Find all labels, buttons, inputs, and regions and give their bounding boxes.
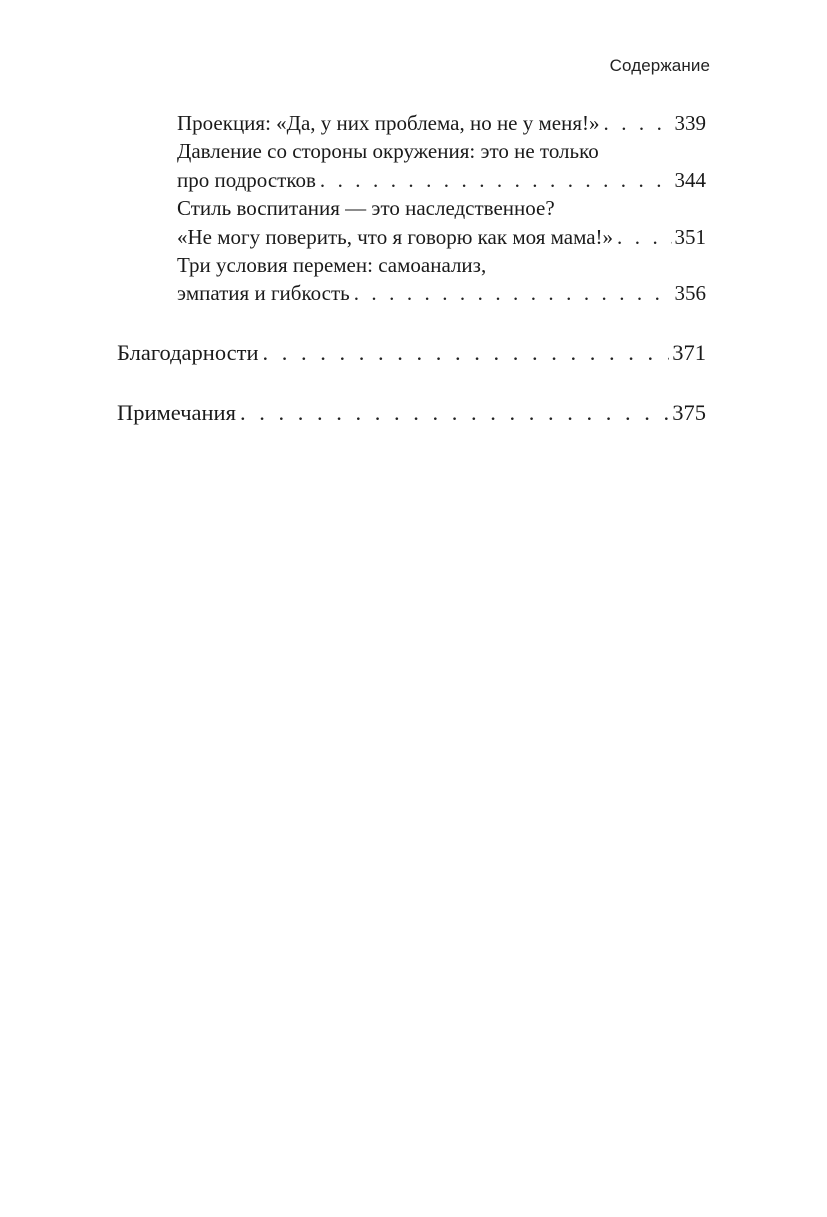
toc-entry-title: Три условия перемен: самоанализ, [177, 253, 487, 278]
toc-page-number: 371 [672, 340, 706, 365]
toc-entry-three-conditions[interactable] [177, 251, 706, 308]
toc-page-number: 344 [674, 167, 706, 192]
toc-entry-line [177, 223, 706, 251]
dot-leader [320, 166, 672, 194]
toc-entry-title: Проекция: «Да, у них проблема, но не у меня!» [177, 111, 600, 135]
dot-leader [240, 398, 669, 428]
toc-entry-parenting-style[interactable] [177, 194, 706, 251]
toc-entry-line [177, 279, 706, 307]
toc-entry-notes[interactable] [117, 398, 706, 428]
toc-entry-title: Стиль воспитания — это наследственное? [177, 196, 555, 221]
running-header: Содержание [609, 56, 710, 75]
toc-section-title: Примечания [117, 400, 236, 425]
toc-entry-title: Давление со стороны окружения: это не только [177, 139, 599, 164]
toc-section-title: Благодарности [117, 340, 259, 365]
toc-page-number: 356 [674, 281, 706, 306]
toc-entry-line [177, 109, 706, 137]
toc-entry-line [117, 338, 706, 368]
toc-entry-projection[interactable] [177, 109, 706, 137]
dot-leader [263, 338, 670, 368]
dot-leader [354, 279, 672, 307]
toc-entry-title-continued: «Не могу поверить, что я говорю как моя мама!» [177, 224, 614, 249]
toc-entry-line [177, 166, 706, 194]
subsection-list [177, 109, 706, 308]
toc-page-number: 339 [674, 111, 706, 135]
toc-page-number: 375 [672, 400, 706, 425]
toc-entry-title-continued: эмпатия и гибкость [177, 281, 350, 306]
toc-page-number: 351 [674, 224, 706, 249]
toc-entry-line [117, 398, 706, 428]
dot-leader [604, 109, 672, 137]
dot-leader [617, 223, 671, 251]
toc-entry-title-continued: про подростков [177, 167, 316, 192]
toc-entry-peer-pressure[interactable] [177, 137, 706, 194]
toc-entry-acknowledgements[interactable] [117, 338, 706, 368]
